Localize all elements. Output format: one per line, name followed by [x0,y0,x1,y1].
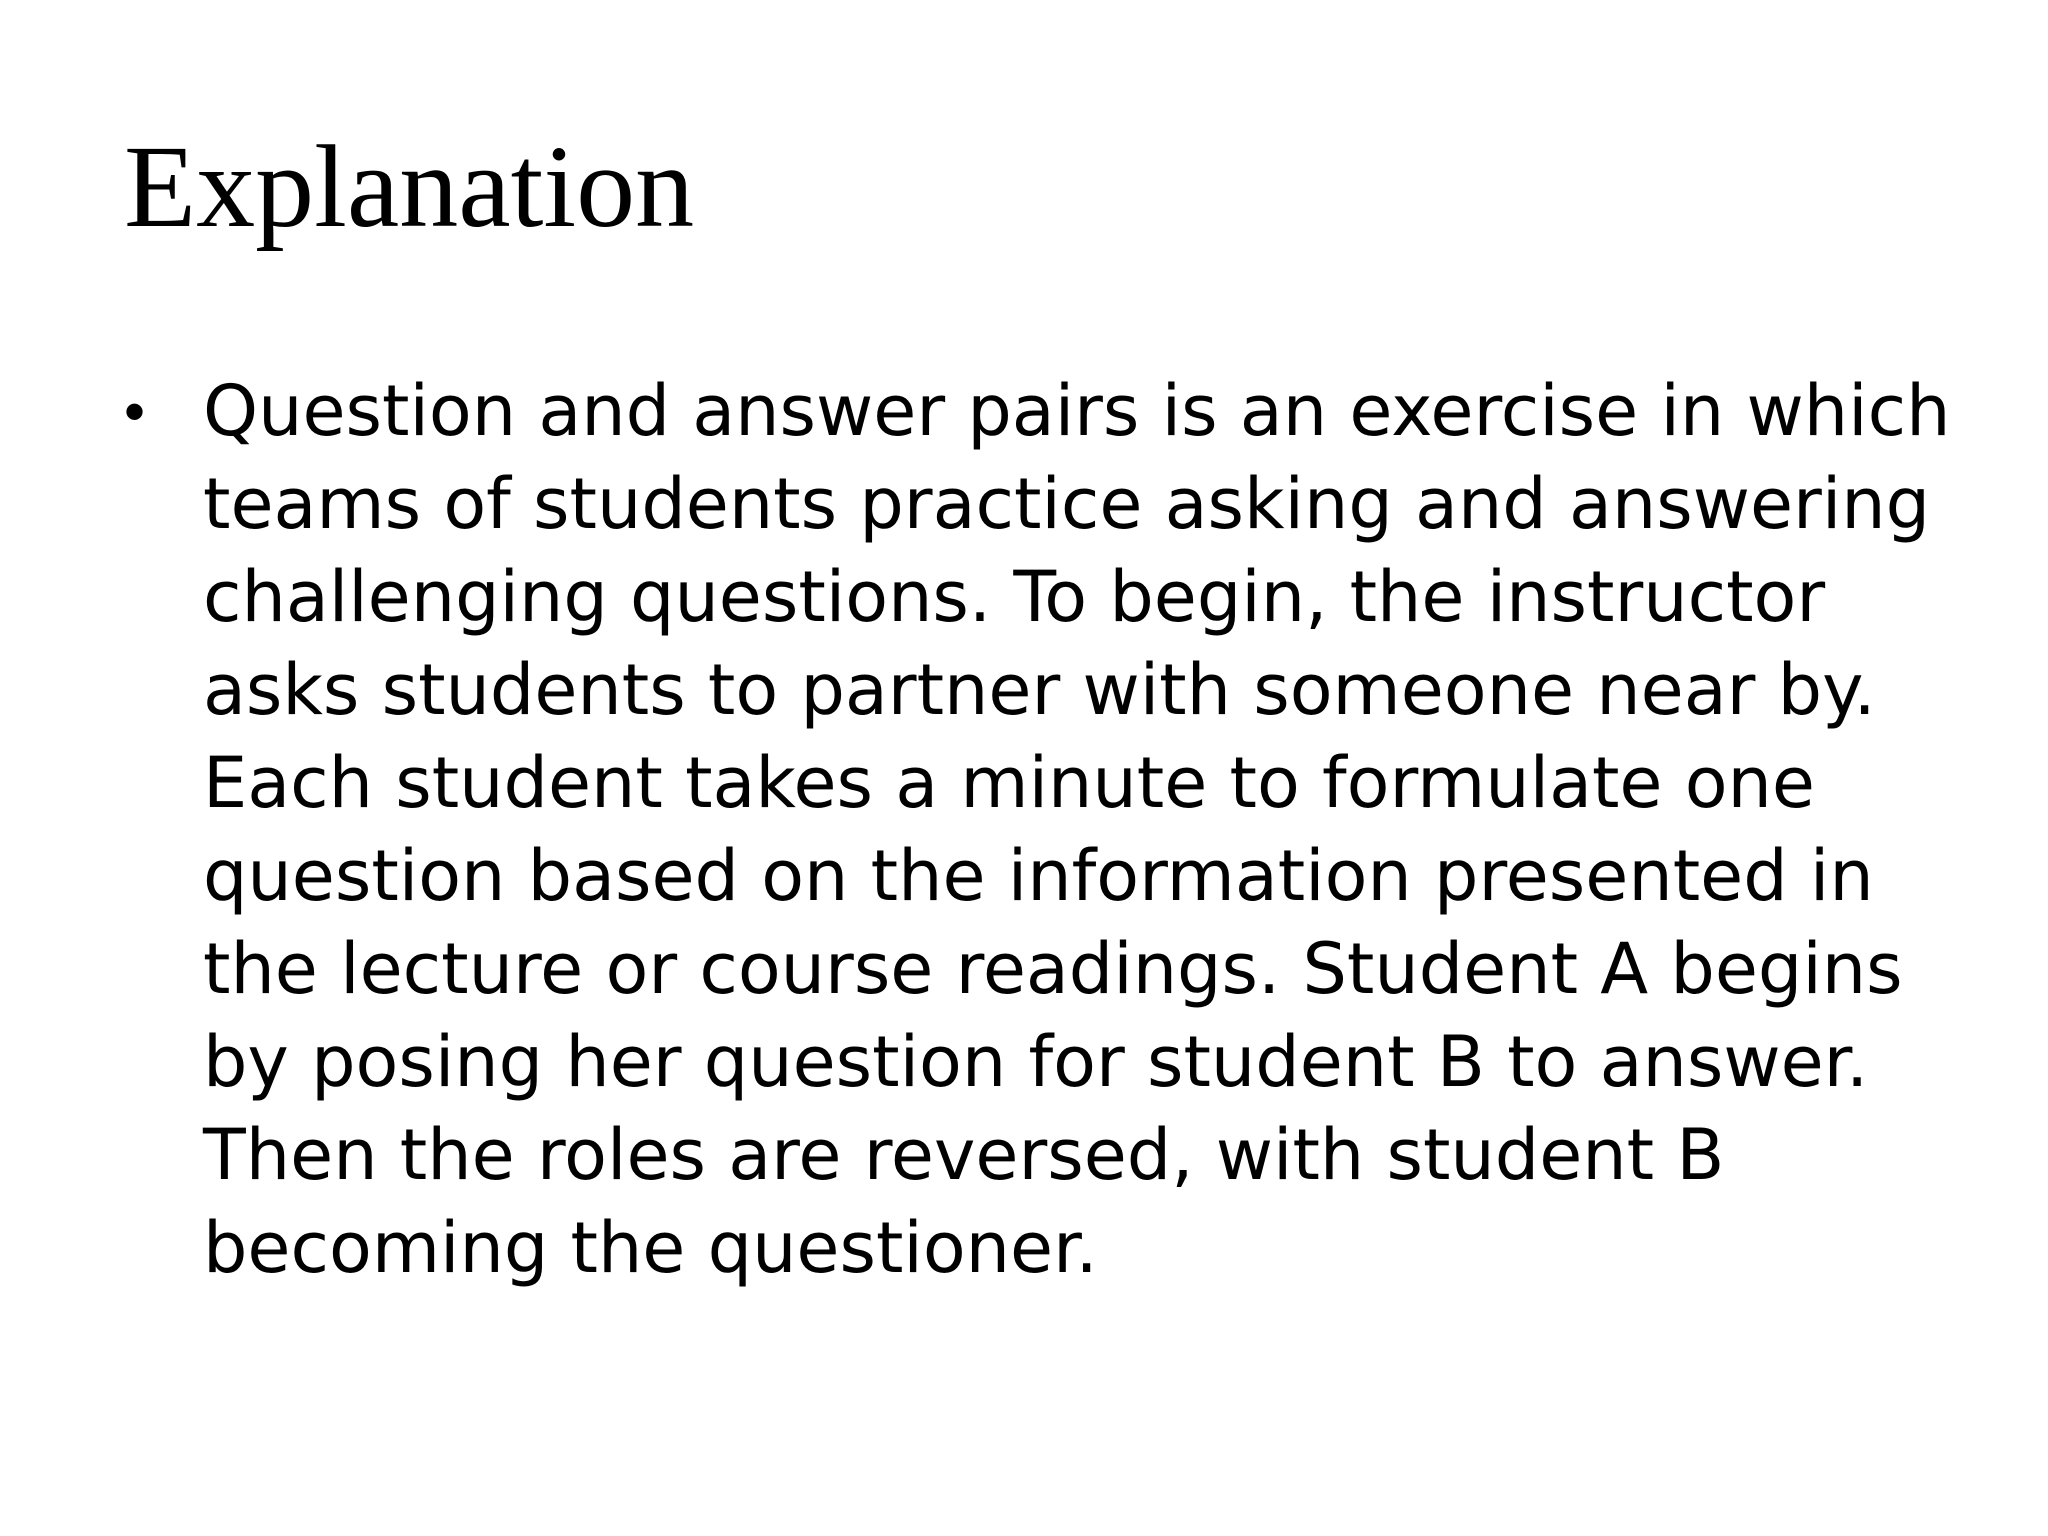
bullet-line: question based on the information presented in [203,835,1874,917]
bullet-list [124,365,1964,1295]
bullet-line: teams of students practice asking and answering [203,463,1931,545]
bullet-dot-icon: • [124,378,146,445]
bullet-line: Each student takes a minute to formulate one [203,742,1815,824]
slide-title: Explanation [124,121,695,252]
bullet-line: becoming the questioner. [203,1207,1098,1289]
bullet-line: by posing her question for student B to answer. [203,1021,1869,1103]
bullet-line: Then the roles are reversed, with student B [203,1114,1725,1196]
bullet-line: challenging questions. To begin, the instructor [203,556,1826,638]
bullet-line: asks students to partner with someone near by. [203,649,1876,731]
bullet-item [124,365,1964,1295]
bullet-line: Question and answer pairs is an exercise in which [203,370,1951,452]
bullet-text [203,365,1950,1295]
bullet-line: the lecture or course readings. Student A begins [203,928,1903,1010]
